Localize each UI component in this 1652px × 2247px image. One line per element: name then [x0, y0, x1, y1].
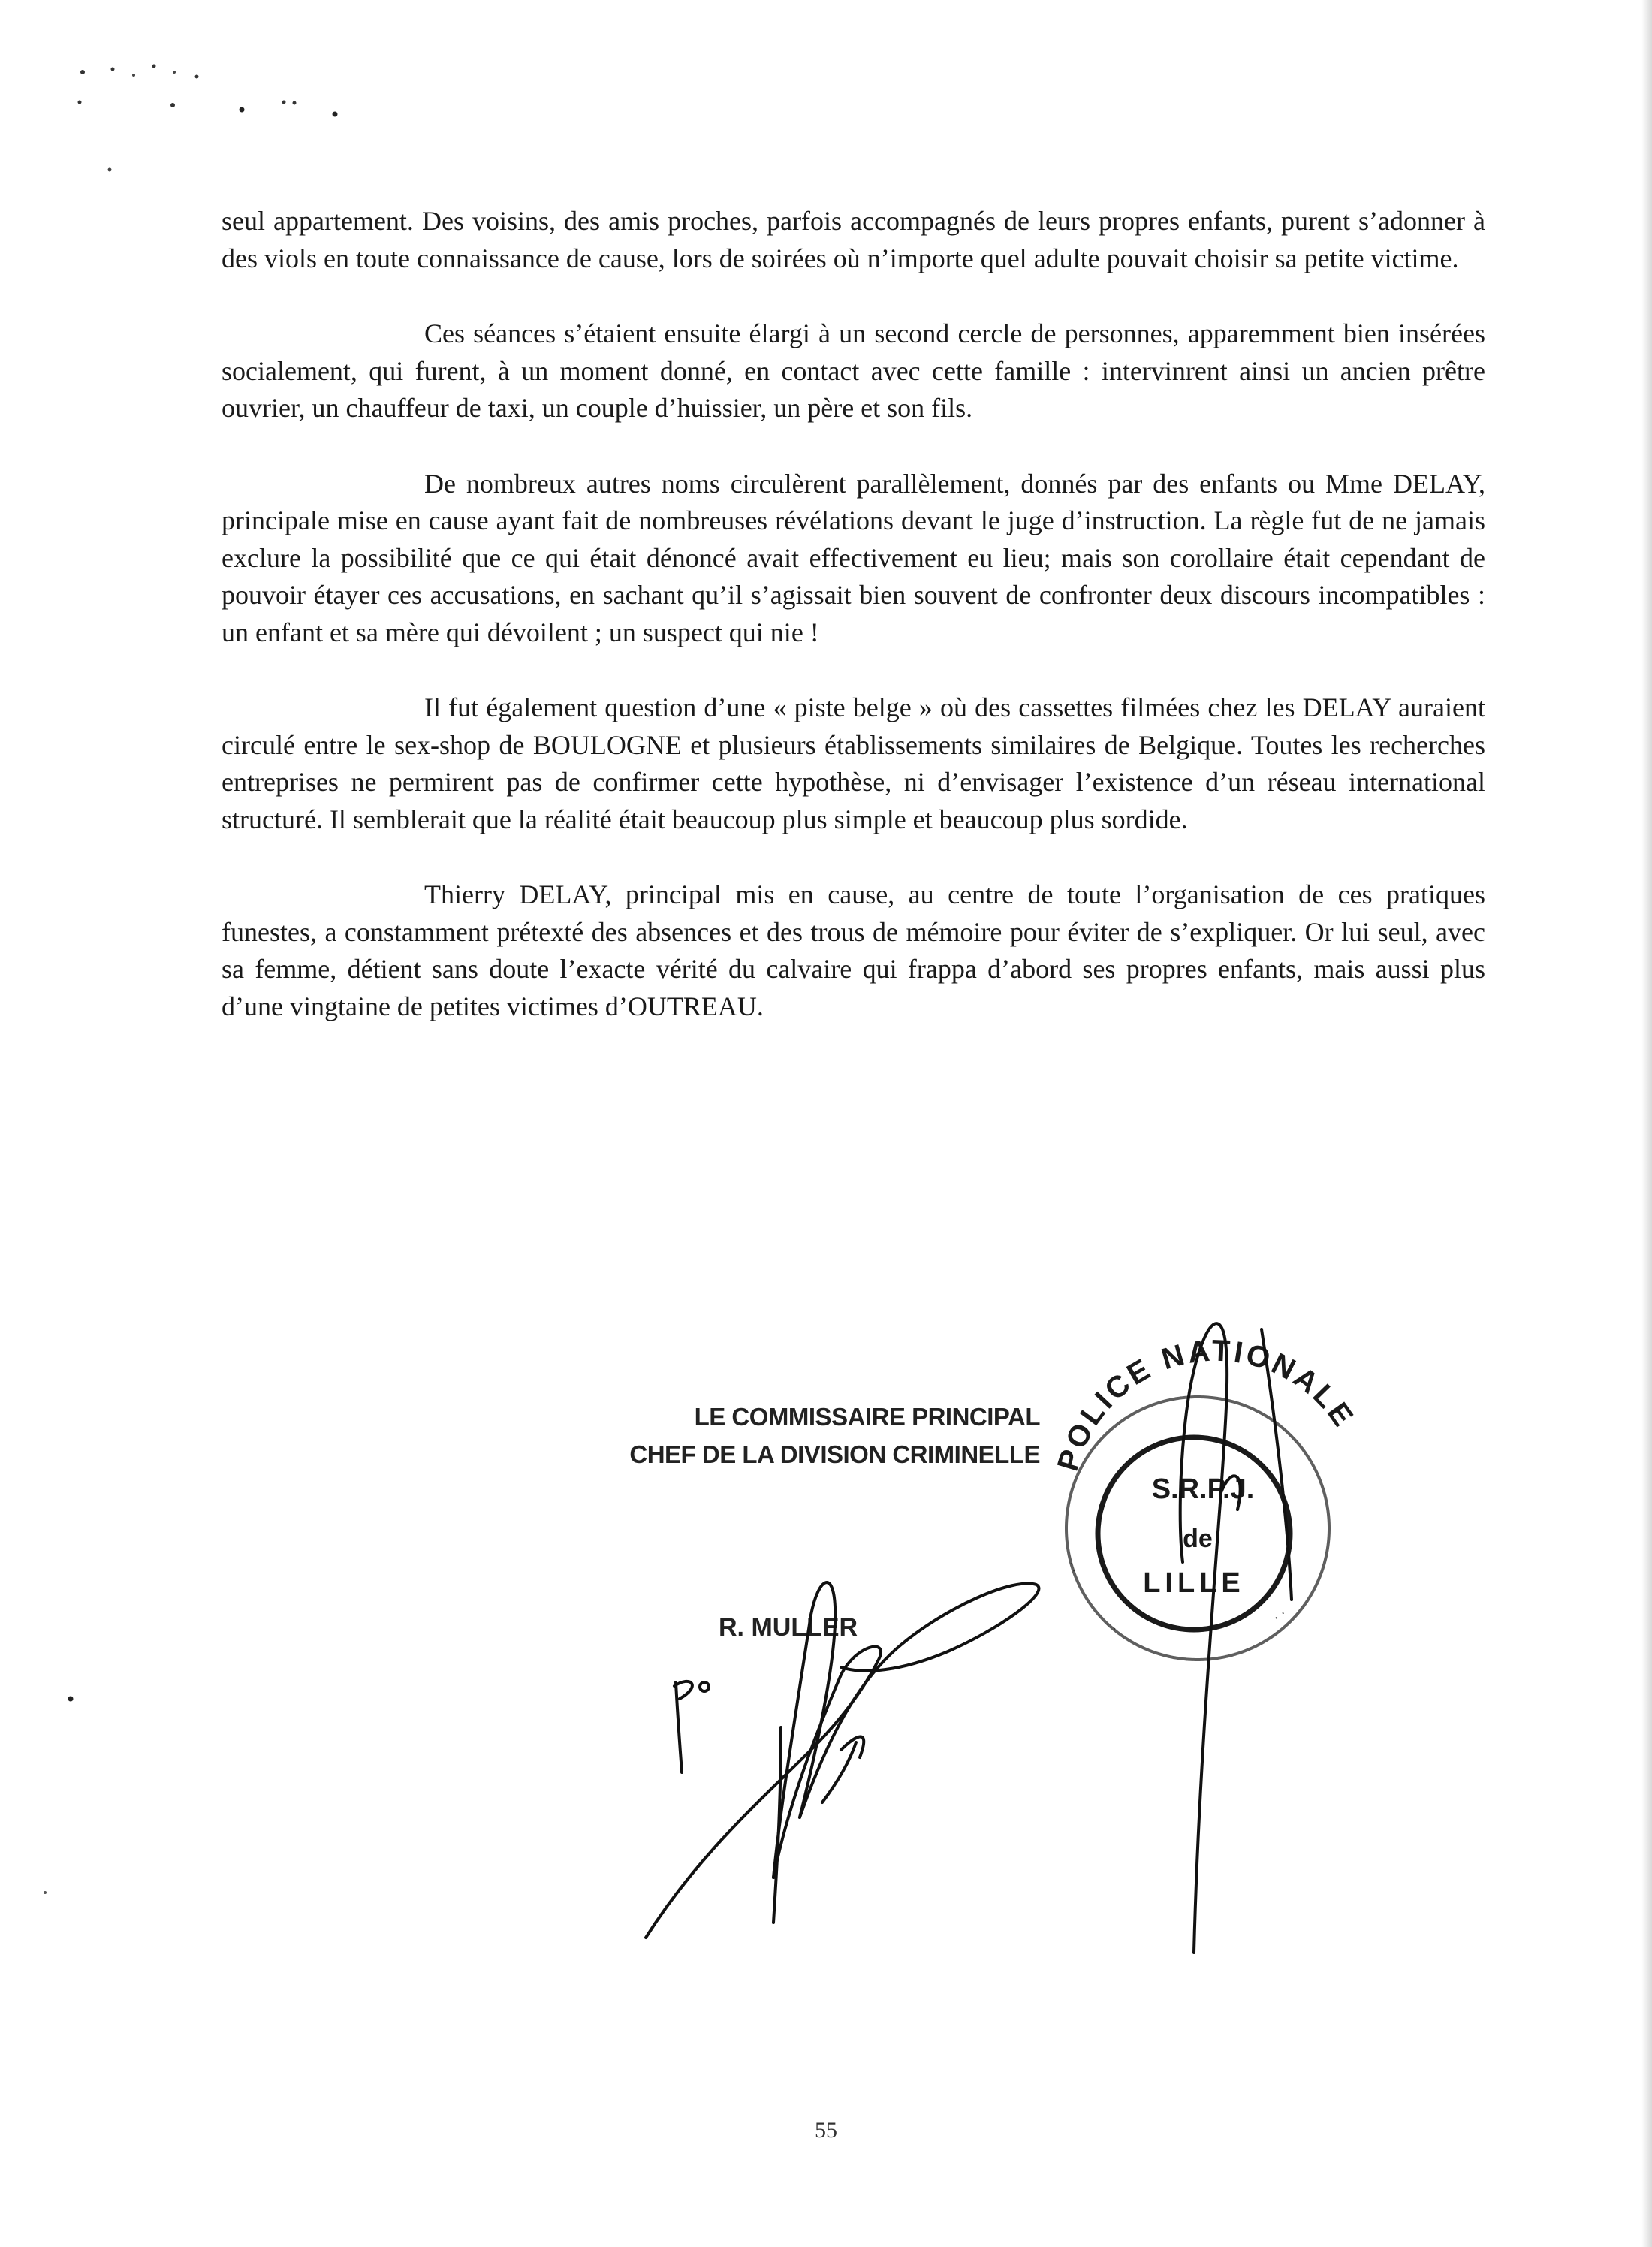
signatory-title-line-1: LE COMMISSAIRE PRINCIPAL — [694, 1403, 1040, 1431]
signatory-name: R. MULLER — [719, 1613, 858, 1642]
scan-edge — [1641, 0, 1652, 2247]
paragraph-4: Il fut également question d’une « piste belge » où des cassettes filmées chez les DELAY auraient circulé entre le sex-shop de BOULOGNE et plusieurs établissements similaires de Belgique. Toutes les recherches entreprises ne permirent pas de confirmer cette hypothèse, ni d’envisager l’existence d’un réseau international structuré. Il semblerait que la réalité était beaucoup plus simple et beaucoup plus sordide. — [222, 692, 1485, 834]
stamp-center-line-3: LILLE — [1143, 1567, 1245, 1599]
signatory-title-line-2: CHEF DE LA DIVISION CRIMINELLE — [629, 1440, 1040, 1468]
svg-text:. .: . . — [1067, 1558, 1086, 1574]
stamp-center-line-1: S.R.P.J. — [1151, 1473, 1255, 1505]
stamp-center-line-2: de — [1183, 1525, 1213, 1553]
paragraph-3: De nombreux autres noms circulèrent parallèlement, donnés par des enfants ou Mme DELAY, principale mise en cause ayant fait de nombreuses révélations devant le juge d’instruction. La règle fut de ne jamais exclure la possibilité que ce qui était dénoncé avait effectivement eu lieu; mais son corollaire était cependant de pouvoir étayer ces accusations, en sachant qu’il s’agissait bien souvent de confronter deux discours incompatibles : un enfant et sa mère qui dévoilent ; un suspect qui nie ! — [222, 468, 1485, 647]
paragraph-5: Thierry DELAY, principal mis en cause, au centre de toute l’organisation de ces pratiques funestes, a constamment prétexté des absences et des trous de mémoire pour éviter de s’expliquer. Or lui seul, avec sa femme, détient sans doute l’exacte vérité du calvaire qui frappa d’abord ses propres enfants, mais aussi plus d’une vingtaine de petites victimes d’OUTREAU. — [222, 879, 1485, 1021]
svg-text:· ·: · · — [1269, 1605, 1289, 1625]
page-number: 55 — [815, 2118, 837, 2143]
stamp-ring-text: POLICE NATIONALE — [1051, 1334, 1361, 1475]
svg-text:· ·: · · — [1102, 1615, 1122, 1636]
paragraph-1: seul appartement. Des voisins, des amis proches, parfois accompagnés de leurs propres enfants, purent s’adonner à des viols en toute connaissance de cause, lors de soirées où n’importe quel adulte pouvait choisir sa petite victime. — [222, 206, 1485, 273]
paragraph-2: Ces séances s’étaient ensuite élargi à un second cercle de personnes, apparemment bien insérées socialement, qui furent, à un moment donné, en contact avec cette famille : intervinrent ainsi un ancien prêtre ouvrier, un chauffeur de taxi, un couple d’huissier, un père et son fils. — [222, 318, 1485, 423]
